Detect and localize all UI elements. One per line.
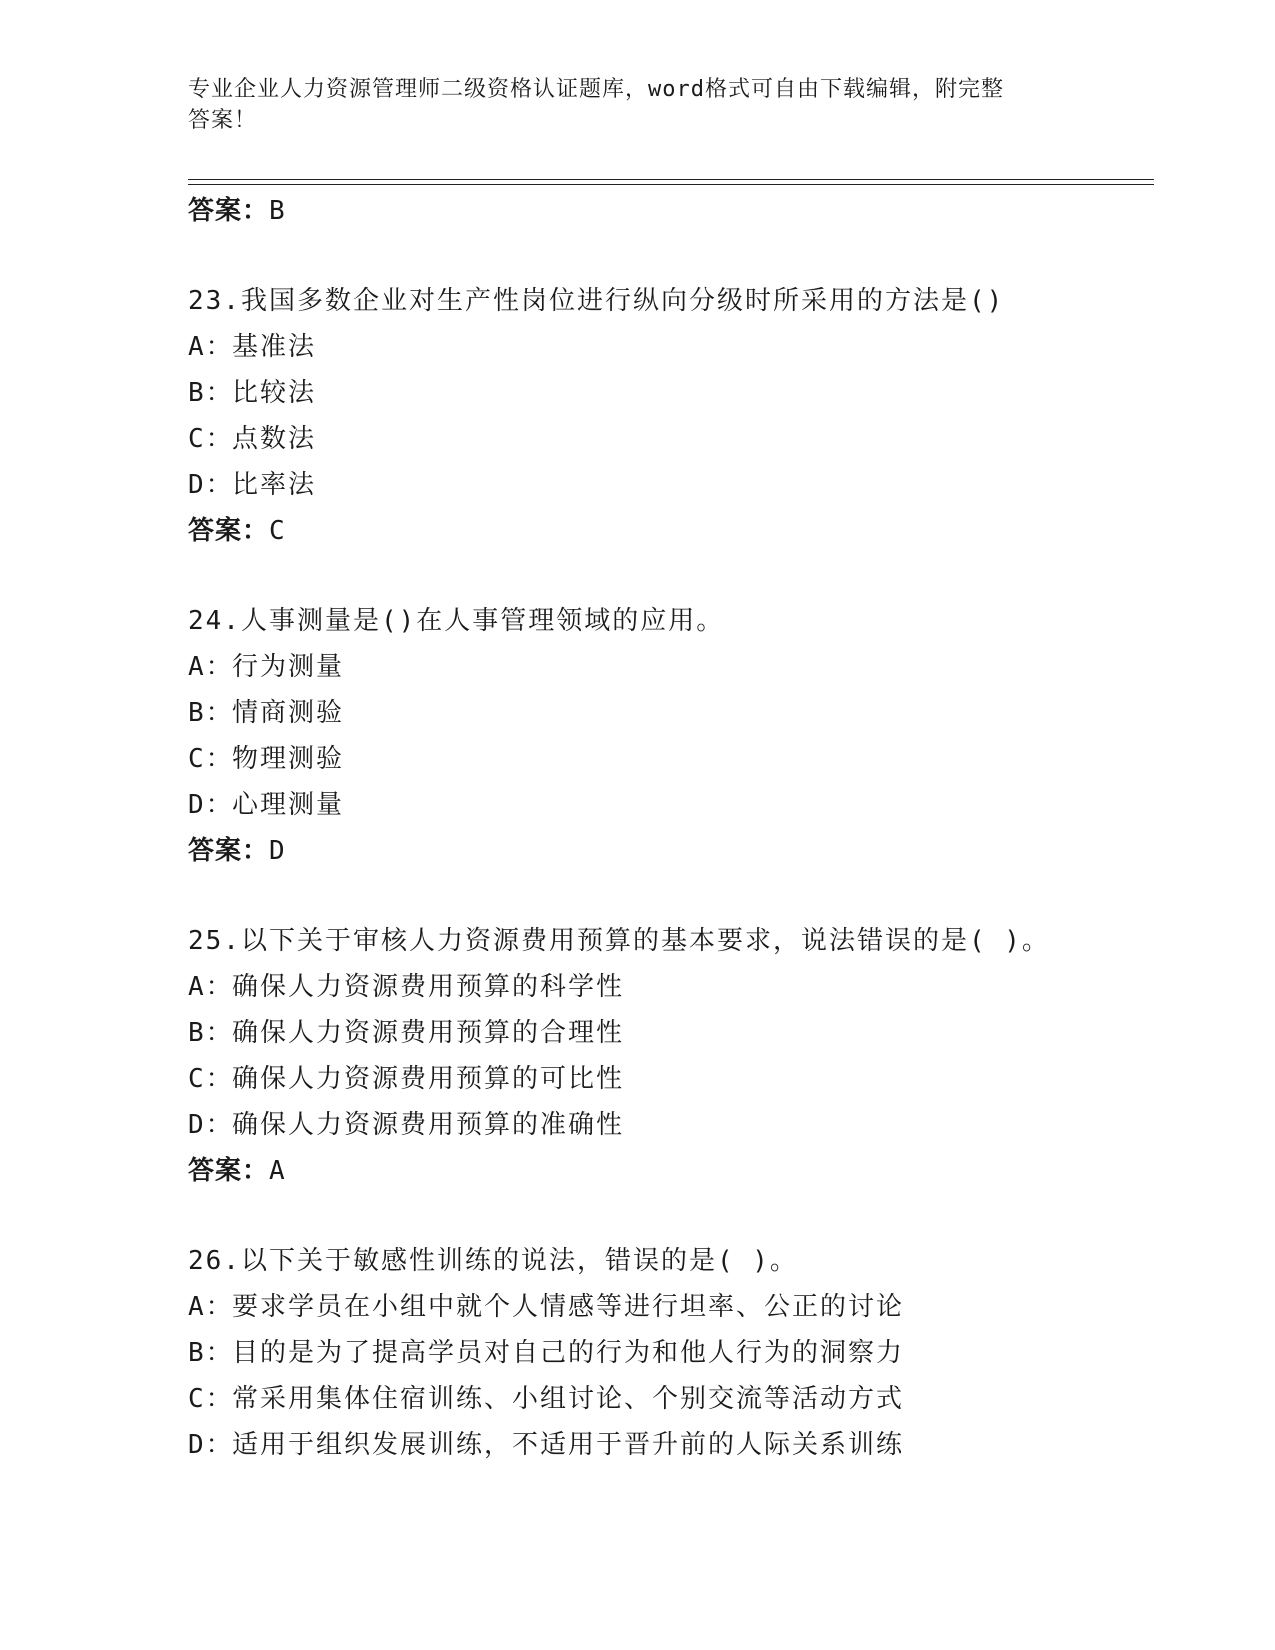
question-stem: 23.我国多数企业对生产性岗位进行纵向分级时所采用的方法是() <box>188 286 1005 316</box>
option-key: B： <box>188 1338 234 1368</box>
option-key: C： <box>188 424 234 454</box>
option-a <box>188 644 1154 690</box>
option-text: 目的是为了提高学员对自己的行为和他人行为的洞察力 <box>232 1338 905 1368</box>
option-text: 常采用集体住宿训练、小组讨论、个别交流等活动方式 <box>232 1384 905 1414</box>
option-text: 物理测验 <box>232 744 345 774</box>
option-b <box>188 690 1154 736</box>
option-a <box>188 1284 1154 1330</box>
question-stem: 25.以下关于审核人力资源费用预算的基本要求，说法错误的是( )。 <box>188 926 1050 956</box>
header-line-2: 答案！ <box>188 108 258 133</box>
option-key: D： <box>188 1430 234 1460</box>
option-key: B： <box>188 698 234 728</box>
answer-line <box>188 1148 1154 1194</box>
option-key: A： <box>188 1292 234 1322</box>
option-d <box>188 1422 1154 1468</box>
option-d <box>188 1102 1154 1148</box>
answer-label: 答案： <box>188 196 270 226</box>
question-stem: 24.人事测量是()在人事管理领域的应用。 <box>188 606 725 636</box>
option-key: D： <box>188 470 234 500</box>
question-25 <box>188 918 1154 1194</box>
option-key: A： <box>188 972 234 1002</box>
question-23 <box>188 278 1154 554</box>
option-key: C： <box>188 1384 234 1414</box>
option-key: D： <box>188 1110 234 1140</box>
option-key: A： <box>188 652 234 682</box>
option-c <box>188 1056 1154 1102</box>
option-text: 比较法 <box>232 378 317 408</box>
header-line-1: 专业企业人力资源管理师二级资格认证题库，word格式可自由下载编辑，附完整 <box>188 77 1004 102</box>
option-b <box>188 370 1154 416</box>
option-c <box>188 416 1154 462</box>
option-text: 基准法 <box>232 332 317 362</box>
option-b <box>188 1010 1154 1056</box>
question-26 <box>188 1238 1154 1468</box>
answer-label: 答案： <box>188 1156 270 1186</box>
option-a <box>188 964 1154 1010</box>
option-key: C： <box>188 1064 234 1094</box>
answer-value: D <box>269 836 286 866</box>
answer-value: B <box>269 196 286 226</box>
answer-label: 答案： <box>188 516 270 546</box>
option-d <box>188 782 1154 828</box>
option-c <box>188 736 1154 782</box>
answer-line <box>188 828 1154 874</box>
option-text: 要求学员在小组中就个人情感等进行坦率、公正的讨论 <box>232 1292 905 1322</box>
option-key: B： <box>188 1018 234 1048</box>
option-a <box>188 324 1154 370</box>
option-key: A： <box>188 332 234 362</box>
header-divider-bottom <box>188 184 1154 185</box>
option-text: 确保人力资源费用预算的科学性 <box>232 972 625 1002</box>
option-key: B： <box>188 378 234 408</box>
option-text: 点数法 <box>232 424 317 454</box>
option-text: 心理测量 <box>232 790 345 820</box>
option-text: 确保人力资源费用预算的可比性 <box>232 1064 625 1094</box>
option-text: 行为测量 <box>232 652 345 682</box>
answer-value: C <box>269 516 286 546</box>
page-header <box>188 74 1088 136</box>
option-text: 情商测验 <box>232 698 345 728</box>
option-text: 确保人力资源费用预算的合理性 <box>232 1018 625 1048</box>
option-key: D： <box>188 790 234 820</box>
option-d <box>188 462 1154 508</box>
option-b <box>188 1330 1154 1376</box>
option-key: C： <box>188 744 234 774</box>
answer-label: 答案： <box>188 836 270 866</box>
answer-line <box>188 508 1154 554</box>
option-text: 适用于组织发展训练，不适用于晋升前的人际关系训练 <box>232 1430 905 1460</box>
option-c <box>188 1376 1154 1422</box>
option-text: 比率法 <box>232 470 317 500</box>
option-text: 确保人力资源费用预算的准确性 <box>232 1110 625 1140</box>
question-24 <box>188 598 1154 874</box>
header-divider-top <box>188 179 1154 180</box>
question-list <box>188 188 1154 1468</box>
question-stem: 26.以下关于敏感性训练的说法，错误的是( )。 <box>188 1246 798 1276</box>
answer-value: A <box>269 1156 286 1186</box>
answer-line <box>188 188 1154 234</box>
